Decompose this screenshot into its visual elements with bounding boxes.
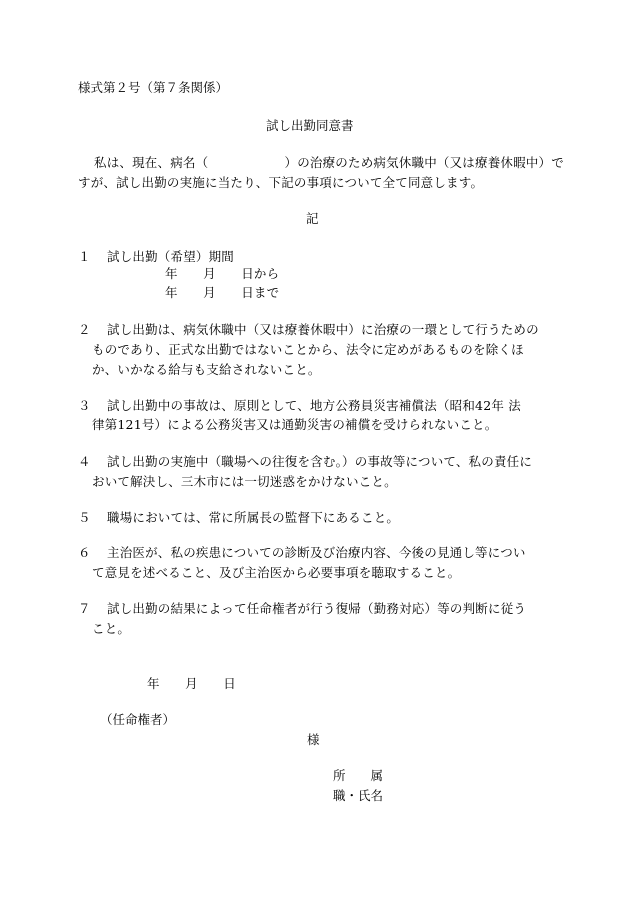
intro-line-2: すが、試し出勤の実施に当たり、下記の事項について全て同意します。 bbox=[78, 175, 484, 190]
appointer-label: （任命権者） bbox=[100, 712, 176, 727]
ki-heading: 記 bbox=[306, 211, 319, 226]
item-7-line-1: 試し出勤の結果によって任命権者が行う復帰（勤務対応）等の判断に従う bbox=[107, 601, 527, 616]
item-4-number: ４ bbox=[78, 454, 91, 469]
item-2-line-1: 試し出勤は、病気休職中（又は療養休暇中）に治療の一環として行うための bbox=[107, 322, 539, 337]
item-1-date-to: 年 月 日まで bbox=[165, 285, 280, 300]
item-3-line-2: 律第121号）による公務災害又は通勤災害の補償を受けられないこと。 bbox=[92, 417, 498, 432]
sama-label: 様 bbox=[307, 732, 320, 747]
item-2-number: ２ bbox=[78, 322, 91, 337]
item-3-line-1: 試し出勤中の事故は、原則として、地方公務員災害補償法（昭和42年 法 bbox=[107, 398, 521, 413]
item-7-number: ７ bbox=[78, 601, 91, 616]
item-4-line-2: おいて解決し、三木市には一切迷惑をかけないこと。 bbox=[92, 474, 397, 489]
item-1-line-1: 試し出勤（希望）期間 bbox=[107, 249, 235, 264]
item-1-date-from: 年 月 日から bbox=[165, 266, 280, 281]
item-2-line-2: ものであり、正式な出勤ではないことから、法令に定めがあるものを除くほ bbox=[92, 342, 524, 357]
item-5-number: ５ bbox=[78, 510, 91, 525]
item-6-line-2: て意見を述べること、及び主治医から必要事項を聴取すること。 bbox=[92, 565, 461, 580]
item-7-line-2: こと。 bbox=[92, 621, 131, 636]
item-2-line-3: か、いかなる給与も支給されないこと。 bbox=[92, 362, 321, 377]
intro-line-1: 私は、現在、病名（ ）の治療のため病気休職中（又は療養休暇中）で bbox=[94, 155, 564, 170]
item-1-number: １ bbox=[78, 249, 91, 264]
item-6-number: ６ bbox=[78, 545, 91, 560]
document-title: 試し出勤同意書 bbox=[266, 118, 354, 133]
position-name-label: 職・氏名 bbox=[333, 788, 384, 803]
item-6-line-1: 主治医が、私の疾患についての診断及び治療内容、今後の見通し等につい bbox=[107, 545, 526, 560]
item-5-line-1: 職場においては、常に所属長の監督下にあること。 bbox=[107, 510, 400, 525]
signature-date: 年 月 日 bbox=[147, 676, 236, 691]
item-3-number: ３ bbox=[78, 398, 91, 413]
form-number: 様式第２号（第７条関係） bbox=[78, 80, 229, 95]
affiliation-label: 所 属 bbox=[333, 768, 384, 783]
item-4-line-1: 試し出勤の実施中（職場への往復を含む。）の事故等について、私の責任に bbox=[107, 454, 533, 469]
